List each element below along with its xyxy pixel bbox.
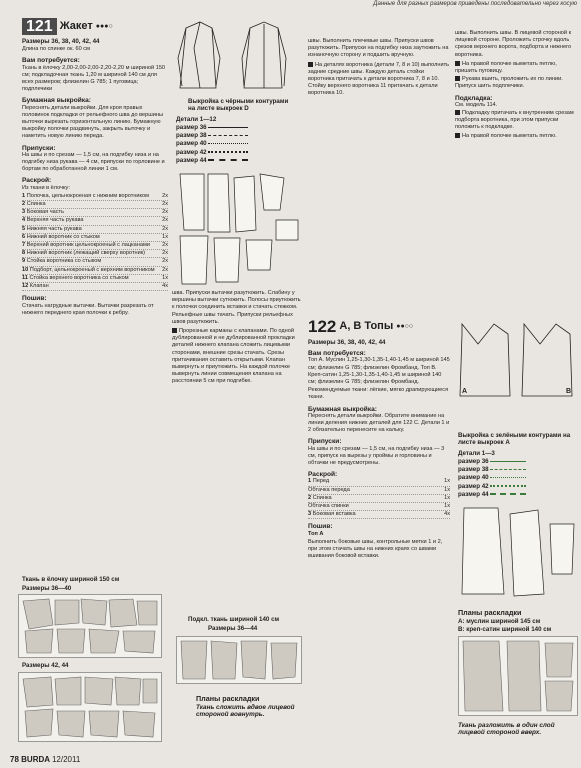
lining-text: См. модель 114. bbox=[455, 101, 498, 108]
list-item: 5 Нижняя часть рукава 2x bbox=[22, 226, 168, 234]
top-pattern-pieces bbox=[458, 504, 578, 600]
tops-layout-shapes bbox=[459, 637, 577, 715]
col3-top-text: швы. Выполнить плечевые швы. Припуски швов разутюжить. Припуски на подгибку низа заутюжить на изнаночную сторону и подшить вручную. bbox=[308, 38, 449, 59]
size-legend-item: размер 42 bbox=[458, 483, 526, 491]
difficulty-dots: ●●●○ bbox=[95, 22, 113, 30]
page-footer bbox=[10, 755, 80, 764]
tops-layout-note: Ткань разложить в один слой лицевой стороной вверх. bbox=[458, 722, 555, 736]
bullet-square-icon bbox=[455, 133, 460, 138]
pattern-sheet-title: Выкройка с чёрными контурами на листе выкроек D bbox=[188, 98, 289, 112]
cutting-title: Раскрой: bbox=[308, 471, 338, 479]
list-item: 1 Перед 1x bbox=[308, 478, 450, 486]
layout1-title: Ткань в ёлочку шириной 150 см bbox=[22, 576, 120, 583]
lining-layout-diagram bbox=[176, 636, 302, 684]
size-legend-item: размер 42 bbox=[176, 149, 248, 157]
pattern-title: Бумажная выкройка: bbox=[308, 405, 377, 413]
tops-technical-drawing bbox=[456, 318, 578, 400]
pattern-text: Переснять детали выкройки. Для кроя правых половинок подкладки от рельефного шва до вершины выточки вырезать горизонтальную линию. Бумажную выкройку полочки раздвинуть, закрыть выточку и наметить новую линию переда. bbox=[22, 104, 163, 140]
list-item: 10 Подборт, цельнокроеный с верхним воротником 2x bbox=[22, 267, 168, 275]
list-item: 6 Нижний воротник со стыком 1x bbox=[22, 234, 168, 242]
column-2-text bbox=[172, 290, 304, 387]
allowances-title: Припуски: bbox=[22, 144, 56, 152]
list-item: 1 Полочка, цельнокроеная с нижним воротником 2x bbox=[22, 193, 168, 201]
allowances-title: Припуски: bbox=[308, 438, 342, 446]
tops-layout-crepe: В: креп-сатин шириной 140 см bbox=[458, 626, 552, 633]
size-legend-item: размер 36 bbox=[176, 124, 248, 132]
bullet-square-icon bbox=[308, 62, 313, 67]
sewing-subtitle: Топ А bbox=[308, 530, 324, 537]
list-item: 11 Стойка верхнего воротника со стыком 1x bbox=[22, 275, 168, 283]
jacket-outline bbox=[172, 18, 300, 92]
need-text: Топ А. Муслин 1,25-1,30-1,35-1,40-1,45 м шириной 145 см; флизелин G 785; флизелин Фромбанд. Топ В. Креп-сатин 1,25-1,30-1,35-1,40-1,45 м шириной 140 см; флизелин G 785; флизелин Фромбанд. bbox=[308, 357, 450, 386]
list-item: 2 Спинка 2x bbox=[22, 201, 168, 209]
tops-layout-muslin: А: муслин шириной 145 см bbox=[458, 618, 541, 625]
article-121-title bbox=[22, 18, 168, 35]
layout-plans-title: Планы раскладки bbox=[196, 694, 260, 703]
cutting-subtitle: Из ткани в ёлочку: bbox=[22, 184, 70, 191]
list-item: 3 Боковая часть 2x bbox=[22, 209, 168, 217]
length-line: Длина по спинке ок. 60 см bbox=[22, 46, 90, 53]
list-item: 4 Верхняя часть рукава 2x bbox=[22, 217, 168, 225]
list-item: 12 Клапан 4x bbox=[22, 283, 168, 291]
size-legend-item: размер 40 bbox=[458, 474, 526, 482]
figure-a-label: A bbox=[462, 388, 468, 395]
size-legend-item: размер 36 bbox=[458, 458, 526, 466]
sewing-text: Выполнить боковые швы, контрольные метки 1 и 2, при этом стачать швы на нижних краях со швами вшивания боковой вставки. bbox=[308, 538, 443, 560]
pattern-pieces bbox=[174, 170, 302, 288]
size-legend-item: размер 38 bbox=[176, 132, 248, 140]
article-121-column bbox=[22, 18, 168, 318]
list-item: 3 Боковая вставка 4x bbox=[308, 511, 450, 519]
top-pattern-shapes bbox=[458, 504, 578, 600]
need-title: Вам потребуется: bbox=[308, 350, 366, 358]
sizes-line: Размеры 36, 38, 40, 42, 44 bbox=[22, 38, 100, 45]
allowances-text: На швы и по срезам — 1,5 см, на подгибку низа и на подгибку низа рукава — 4 см, припуски по горловине и бортам по обработанной линии 1 см. bbox=[22, 151, 165, 173]
bullet-square-icon bbox=[172, 328, 177, 333]
layout1-sizes: Размеры 36—40 bbox=[22, 585, 72, 592]
cutting-list bbox=[22, 193, 168, 291]
article-number: 122 bbox=[308, 317, 337, 336]
col4-bullet-4: На правой полочке выметать петлю. bbox=[455, 133, 579, 140]
layout-shapes-1 bbox=[19, 595, 161, 657]
pattern-title: Бумажная выкройка: bbox=[22, 97, 91, 105]
article-122-column bbox=[308, 318, 450, 561]
article-122-title bbox=[308, 318, 450, 336]
col3-more-text: На деталях воротника (детали 7, 8 и 10) выполнить задние средние швы. Каждую деталь стойки воротника притачать к детали воротника 7, 8 и 10. Стойку верхнего воротника 11 притачать к детали воротника 10. bbox=[308, 61, 450, 97]
tops-layout-diagram bbox=[458, 636, 578, 716]
page-number: 78 bbox=[10, 755, 19, 764]
col4-bullet-2: Рукава вшить, проложить их по линии. Припуск шить подплечики. bbox=[455, 76, 563, 90]
layout-diagram-2 bbox=[18, 672, 162, 742]
list-item: 9 Стойка воротника со стыком 2x bbox=[22, 258, 168, 266]
cutting-title: Раскрой: bbox=[22, 177, 52, 185]
green-pattern-title: Выкройка с зелёными контурами на листе выкроек A bbox=[458, 432, 571, 446]
bullet-square-icon bbox=[455, 76, 460, 81]
layout-diagram-1 bbox=[18, 594, 162, 658]
need-text: Ткань в ёлочку 2,00-2,00-2,00-2,20-2,20 м шириной 150 см; подкладочная ткань 1,20 м шириной 140 см для всех размеров; флизелин G 785; 1 пуговица; подплечики bbox=[22, 64, 166, 93]
size-legend-item: размер 44 bbox=[458, 491, 526, 499]
pattern-text: Переснять детали выкройки. Обратите внимание на линии деления нижних деталей для 122 С. Детали 1 и 2 обязательно перенесите на кальку. bbox=[308, 412, 450, 434]
body-text: шва. Припуски вытачки разутюжить. Слабину у вершины вытачки сутюжить. Полосы приутюжить к полочки соединить вставки и стачать стежком. Рельефные швы тачать. Припуски рельефных швов разутюжить. bbox=[172, 290, 301, 325]
bullet-text: Прорезные карманы с клапанами. По одной дублированной и не дублированной прокладки деталей нижнего клапана сложить лицевыми сторонами, внешние срезы стачать. Срезы притачивания оставить открытыми. Клапан вывернуть и приутюжить. На каждой полочке вывернуть линии совмещения клапана на расстоянии 5 см при подгибке. bbox=[172, 328, 295, 385]
layout-shapes-2 bbox=[19, 673, 161, 741]
pattern-size-legend bbox=[176, 124, 248, 165]
allowances-text: На швы и по срезам — 1,5 см, на подгибку низа — 3 см, припуск на вырезы у проймы и горловины и обтачки не предусмотрены. bbox=[308, 445, 445, 467]
sewing-text: Стачать нагрудные вытачки. Вытачки разрезать от нижнего переднего края полочки к ребру. bbox=[22, 302, 154, 316]
lining-title: Подкладка: bbox=[455, 94, 493, 102]
pattern-sheet-parts: Детали 1—12 bbox=[176, 116, 217, 123]
fabric-note: Рекомендуемые ткани: лёгкие, мягко драпирующиеся ткани. bbox=[308, 387, 449, 401]
size-legend-item: размер 38 bbox=[458, 466, 526, 474]
bullet-square-icon bbox=[455, 110, 460, 115]
need-title: Вам потребуется: bbox=[22, 57, 80, 65]
tops-outline bbox=[456, 318, 578, 400]
list-item: 2 Спинка 1x bbox=[308, 495, 450, 503]
column-3 bbox=[308, 38, 450, 99]
cutting-list bbox=[308, 478, 450, 519]
page-header: Данные для разных размеров приведены последовательно через косую bbox=[373, 1, 577, 7]
sewing-title: Пошив: bbox=[22, 295, 47, 303]
green-pattern-parts: Детали 1—3 bbox=[458, 450, 495, 457]
size-legend-item: размер 44 bbox=[176, 157, 248, 165]
list-item: Обтачка спинки 1x bbox=[308, 503, 450, 511]
size-legend-item: размер 40 bbox=[176, 140, 248, 148]
list-item: Обтачка переда 1x bbox=[308, 487, 450, 495]
column-4 bbox=[455, 30, 579, 141]
issue: 12/2011 bbox=[51, 755, 81, 764]
jacket-technical-drawing bbox=[172, 18, 300, 92]
lining-layout-sizes: Размеры 36—44 bbox=[208, 625, 258, 632]
figure-b-label: B bbox=[566, 388, 572, 395]
list-item: 7 Верхний воротник цельнокроеный с лацканами 2x bbox=[22, 242, 168, 250]
col4-top-text: швы. Выполнить швы. В лицевой стороной к лицевой стороне. Проложить строчку вдоль срезов верхнего ворота, подборта и нижнего воротника. bbox=[455, 30, 572, 58]
list-item: 8 Нижний воротник (лежащий сверху воротник) 2x bbox=[22, 250, 168, 258]
difficulty-dots: ●●○○ bbox=[396, 323, 414, 331]
col4-bullet-3: Подкладку притачать к внутренним срезам подборта воротника, при этом припуски положить к подкладке. bbox=[455, 110, 574, 131]
sizes-line: Размеры 36, 38, 40, 42, 44 bbox=[308, 339, 386, 346]
magazine-name: BURDA bbox=[21, 755, 50, 764]
bullet-square-icon bbox=[455, 61, 460, 66]
lining-shapes bbox=[177, 637, 301, 683]
pattern-pieces-drawing bbox=[174, 170, 302, 288]
col4-bullet-1: На правой полочке выметать петлю, пришить пуговицу. bbox=[455, 60, 557, 75]
layout-note: Ткань сложить вдвое лицевой стороной вовнутрь. bbox=[196, 704, 295, 718]
green-size-legend bbox=[458, 458, 526, 499]
article-name: Жакет bbox=[59, 19, 93, 32]
lining-layout-title: Подкл. ткань шириной 140 см bbox=[188, 616, 280, 623]
tops-layout-title: Планы раскладки bbox=[458, 608, 522, 617]
article-name: А, В Топы bbox=[339, 320, 394, 333]
sewing-title: Пошив: bbox=[308, 523, 333, 531]
article-number: 121 bbox=[22, 18, 57, 35]
layout2-sizes: Размеры 42, 44 bbox=[22, 662, 69, 669]
